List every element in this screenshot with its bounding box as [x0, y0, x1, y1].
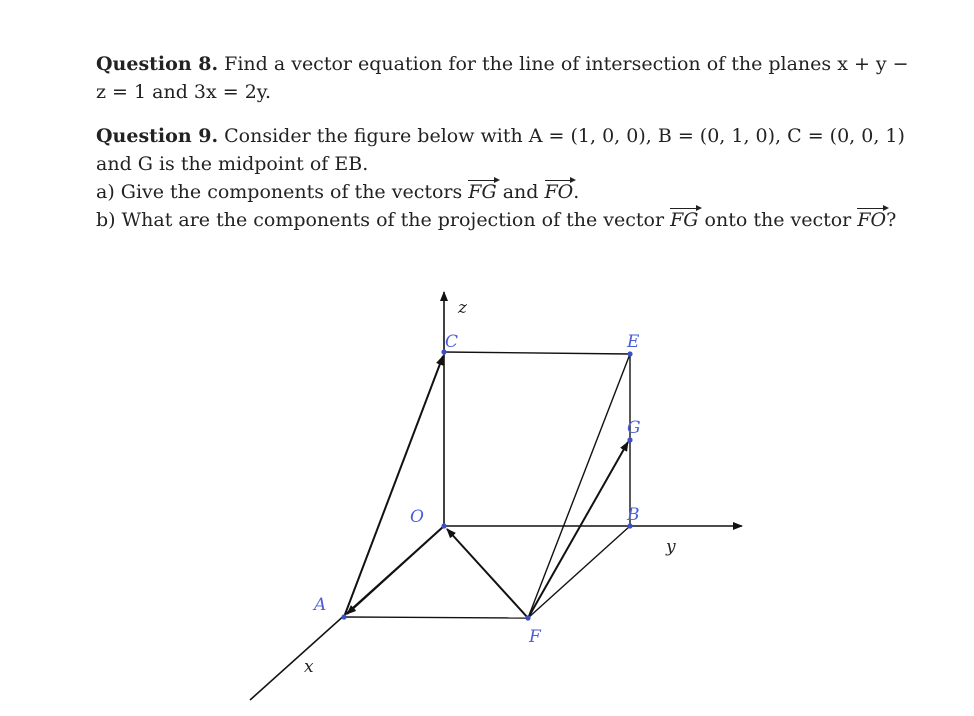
label-e: E [627, 332, 640, 352]
z-axis-label: z [458, 298, 467, 318]
part-a-and: and [502, 181, 539, 203]
vector-fg: FG [468, 178, 496, 206]
part-a-prefix: a) Give the components of the vectors [96, 181, 463, 203]
question-8-text-2: z = 1 and 3x = 2y. [96, 81, 272, 103]
edge-f-e [528, 354, 630, 618]
label-o: O [410, 507, 424, 527]
vector-fo-b: FO [857, 206, 886, 234]
point-f [525, 615, 530, 620]
label-a: A [314, 595, 327, 615]
vector-fo: FO [545, 178, 574, 206]
part-b-mid: onto the vector [704, 209, 852, 231]
question-8-label: Question 8. [96, 53, 219, 75]
label-g: G [627, 418, 641, 438]
point-e [627, 351, 632, 356]
point-a [341, 614, 346, 619]
x-axis-label: x [304, 657, 314, 677]
question-9-text-2: and G is the midpoint of EB. [96, 153, 369, 175]
vector-f-o [447, 529, 528, 618]
question-9-label: Question 9. [96, 125, 219, 147]
question-8-text-1: Find a vector equation for the line of intersection of the planes x + y − [224, 53, 909, 75]
label-c: C [445, 332, 459, 352]
edge-c-e [444, 352, 630, 354]
label-b: B [627, 505, 640, 525]
vector-a-c [344, 356, 443, 617]
point-o [441, 523, 446, 528]
label-f: F [529, 627, 541, 647]
question-9-text-1: Consider the figure below with A = (1, 0, 0), B = (0, 1, 0), C = (0, 0, 1) [224, 125, 905, 147]
part-b-prefix: b) What are the components of the projection of the vector [96, 209, 665, 231]
edge-b-f [528, 526, 630, 618]
vector-f-g [528, 442, 628, 618]
y-axis-label: y [666, 537, 676, 557]
question-9-part-b: b) What are the components of the projection of the vector FG onto the vector FO? [96, 206, 916, 234]
point-g [627, 437, 632, 442]
edge-a-f [344, 617, 528, 618]
vector-fg-b: FG [670, 206, 698, 234]
question-9-part-a: a) Give the components of the vectors FG and FO. [96, 178, 916, 206]
